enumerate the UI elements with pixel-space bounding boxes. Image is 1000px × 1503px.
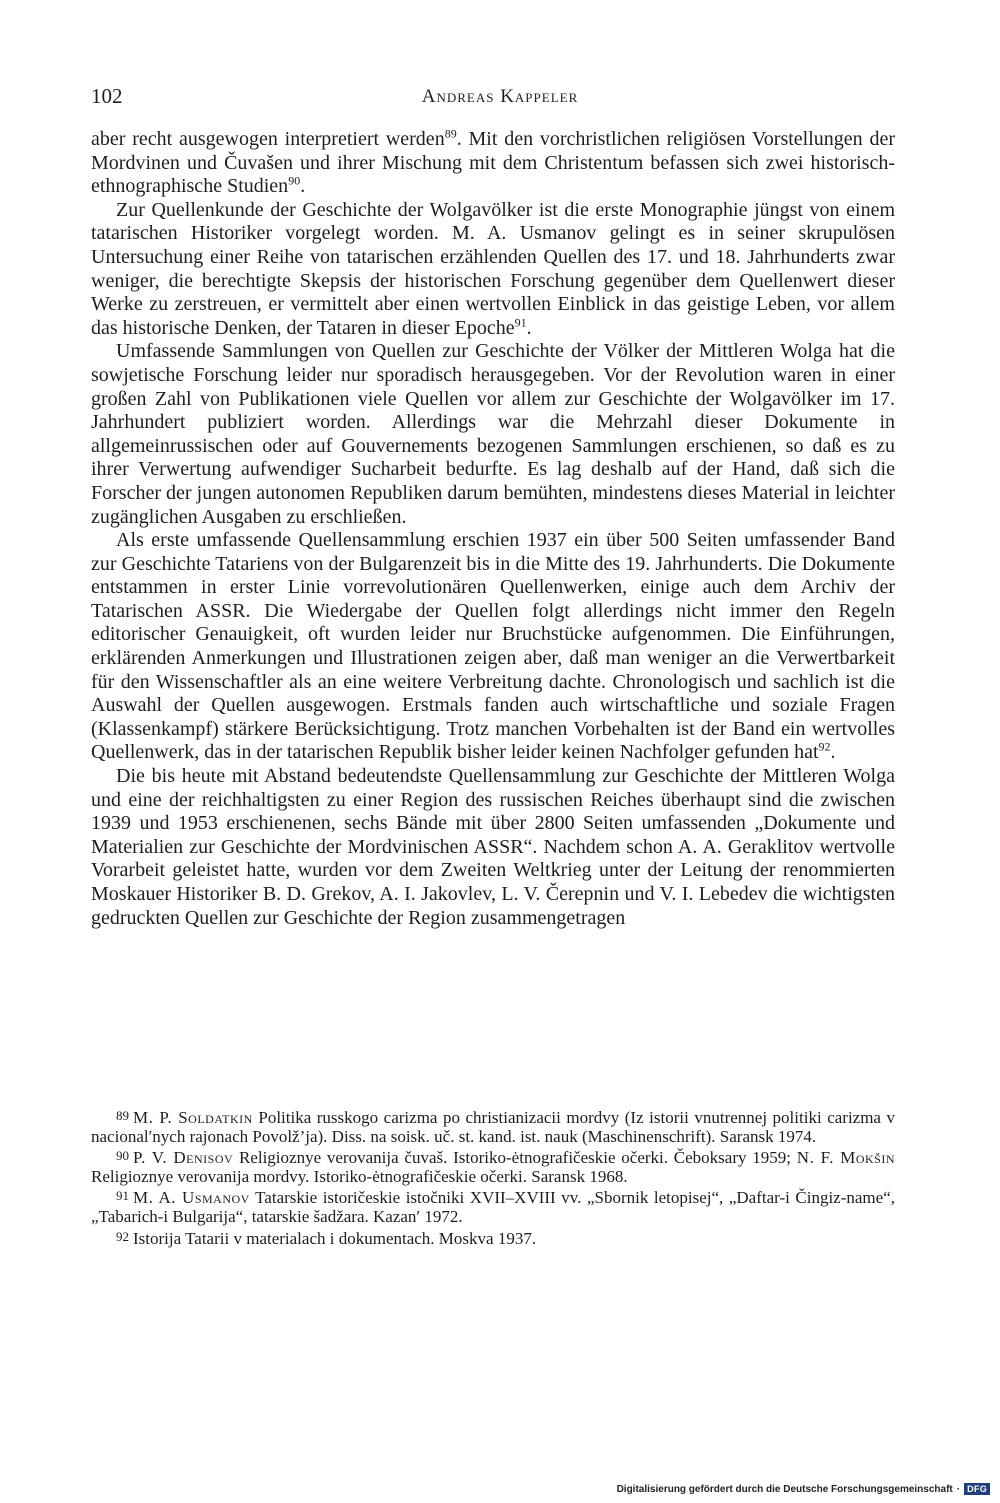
footnote-number: 92 <box>116 1228 129 1244</box>
text-run: . <box>526 316 532 339</box>
text-run: Istorija Tatarii v materialach i dokumentach. Moskva 1937. <box>133 1228 537 1248</box>
footnote-reference: 89 <box>444 126 457 141</box>
running-title: Andreas Kappeler <box>421 86 579 107</box>
main-text <box>91 128 895 930</box>
text-run: Religioznye verovanija čuvaš. Istoriko-ėtnografičeskie očerki. Čeboksary 1959; <box>233 1148 797 1168</box>
text-run: Politika russkogo carizma po christianizacii mordvy (Iz istorii vnutrennej politiki carizma v nacionalʹnych rajonach Povolž’ja). Diss. na soisk. uč. st. kand. ist. nauk (Maschinenschrift). Saransk 1974. <box>91 1108 895 1146</box>
text-run: Zur Quellenkunde der Geschichte der Wolgavölker ist die erste Monographie jüngst von einem tatarischen Historiker vorgelegt worden. M. A. Usmanov gelingt es in seiner skrupulösen Untersuchung einer Reihe von tatarischen erzählenden Quellen des 17. und 18. Jahrhunderts zwar weniger, die berechtigte Skepsis der historischen Forschung gegenüber dem Quellenwert dieser Werke zu zerstreuen, er vermittelt aber einen wertvollen Einblick in das geistige Leben, vor allem das historische Denken, der Tataren in dieser Epoche <box>91 198 895 339</box>
footnote-number: 90 <box>116 1148 129 1164</box>
footnote <box>91 1147 895 1186</box>
footnote <box>91 1228 895 1249</box>
body-paragraph <box>91 529 895 765</box>
credit-text: Digitalisierung gefördert durch die Deutsche Forschungsgemeinschaft <box>616 1483 953 1495</box>
footnote <box>91 1107 895 1146</box>
author-name: N. F. Mokšin <box>796 1148 896 1168</box>
text-run: Umfassende Sammlungen von Quellen zur Geschichte der Völker der Mittleren Wolga hat die sowjetische Forschung leider nur sporadisch herausgegeben. Vor der Revolution waren in einer großen Zahl von Publikationen viele Quellen vor allem zur Geschichte der Wolgavölker im 17. Jahrhundert publiziert worden. Allerdings war die Mehrzahl dieser Dokumente in allgemeinrussischen oder auf Gouvernements bezogenen Sammlungen erschienen, so daß es zu ihrer Verwertung aufwendiger Sucharbeit bedurfte. Es lag deshalb auf der Hand, daß sich die Forscher der jungen autonomen Republiken darum bemühten, mindestens dieses Material in leichter zugänglichen Ausgaben zu erschließen. <box>91 340 895 528</box>
footnote-number: 91 <box>116 1188 129 1204</box>
text-run: Als erste umfassende Quellensammlung erschien 1937 ein über 500 Seiten umfassender Band zur Geschichte Tatariens von der Bulgarenzeit bis in die Mitte des 19. Jahrhunderts. Die Dokumente entstammen in erster Linie vorrevolutionären Quellenwerken, einige auch dem Archiv der Tatarischen ASSR. Die Wiedergabe der Quellen folgt allerdings nicht immer den Regeln editorischer Genauigkeit, oft wurden leider nur Bruchstücke aufgenommen. Die Einführungen, erklärenden Anmerkungen und Illustrationen zeigen aber, daß man weniger an die Verwertbarkeit für den Wissenschaftler als an eine weitere Verbreitung dachte. Chronologisch und sachlich ist die Auswahl der Quellen ausgewogen. Erstmals fanden auch wirtschaftliche und soziale Fragen (Klassenkampf) stärkere Berücksichtigung. Trotz manchen Vorbehalten ist der Band ein wertvolles Quellenwerk, das in der tatarischen Republik bisher leider keinen Nachfolger gefunden hat <box>91 529 895 764</box>
body-paragraph <box>91 765 895 930</box>
text-run: . <box>830 741 836 764</box>
author-name: P. V. Denisov <box>133 1148 234 1168</box>
page-number: 102 <box>91 84 123 108</box>
body-paragraph <box>91 340 895 529</box>
body-paragraph <box>91 199 895 341</box>
author-name: M. A. Usmanov <box>133 1188 250 1208</box>
digitization-credit <box>617 1483 990 1495</box>
footnote-number: 89 <box>116 1108 129 1123</box>
footnote-reference: 92 <box>818 739 831 754</box>
author-name: M. P. Soldatkin <box>133 1108 253 1127</box>
footnote-reference: 90 <box>288 173 301 188</box>
footnote <box>91 1187 895 1226</box>
footnotes <box>91 1107 895 1248</box>
text-run: aber recht ausgewogen interpretiert werden <box>91 128 445 150</box>
footnote-reference: 91 <box>514 315 527 330</box>
body-paragraph <box>91 128 895 199</box>
text-run: Religioznye verovanija mordvy. Istoriko-ėtnografičeskie očerki. Saransk 1968. <box>91 1166 628 1186</box>
text-run: Die bis heute mit Abstand bedeutendste Quellensammlung zur Geschichte der Mittleren Wolga und eine der reichhaltigsten zu einer Region des russischen Reiches überhaupt sind die zwischen 1939 und 1953 erschienenen, sechs Bände mit über 2800 Seiten umfassenden „Dokumente und Materialien zur Geschichte der Mordvinischen ASSR“. Nachdem schon A. A. Geraklitov wertvolle Vorarbeit geleistet hatte, wurden vor dem Zweiten Weltkrieg unter der Leitung der renommierten Moskauer Historiker B. D. Grekov, A. I. Jakovlev, L. V. Čerepnin und V. I. Lebedev die wichtigsten gedruckten Quellen zur Geschichte der Region zusammengetragen <box>91 765 895 929</box>
dfg-logo-icon: DFG <box>964 1483 990 1495</box>
text-run: . <box>300 175 306 198</box>
text-run: . Mit den vorchristlichen religiösen Vorstellungen der Mordvinen und Čuvašen und ihrer Mischung mit dem Christentum befassen sich zwei historisch-ethnographische Studien <box>91 128 896 198</box>
credit-separator: · <box>956 1483 961 1495</box>
text-run: Tatarskie istoričeskie istočniki XVII–XVIII vv. „Sbornik letopisej“, „Daftar-i Čingiz-name“, „Tabarich-i Bulgarija“, tatarskie šadžara. Kazanʹ 1972. <box>91 1188 895 1226</box>
